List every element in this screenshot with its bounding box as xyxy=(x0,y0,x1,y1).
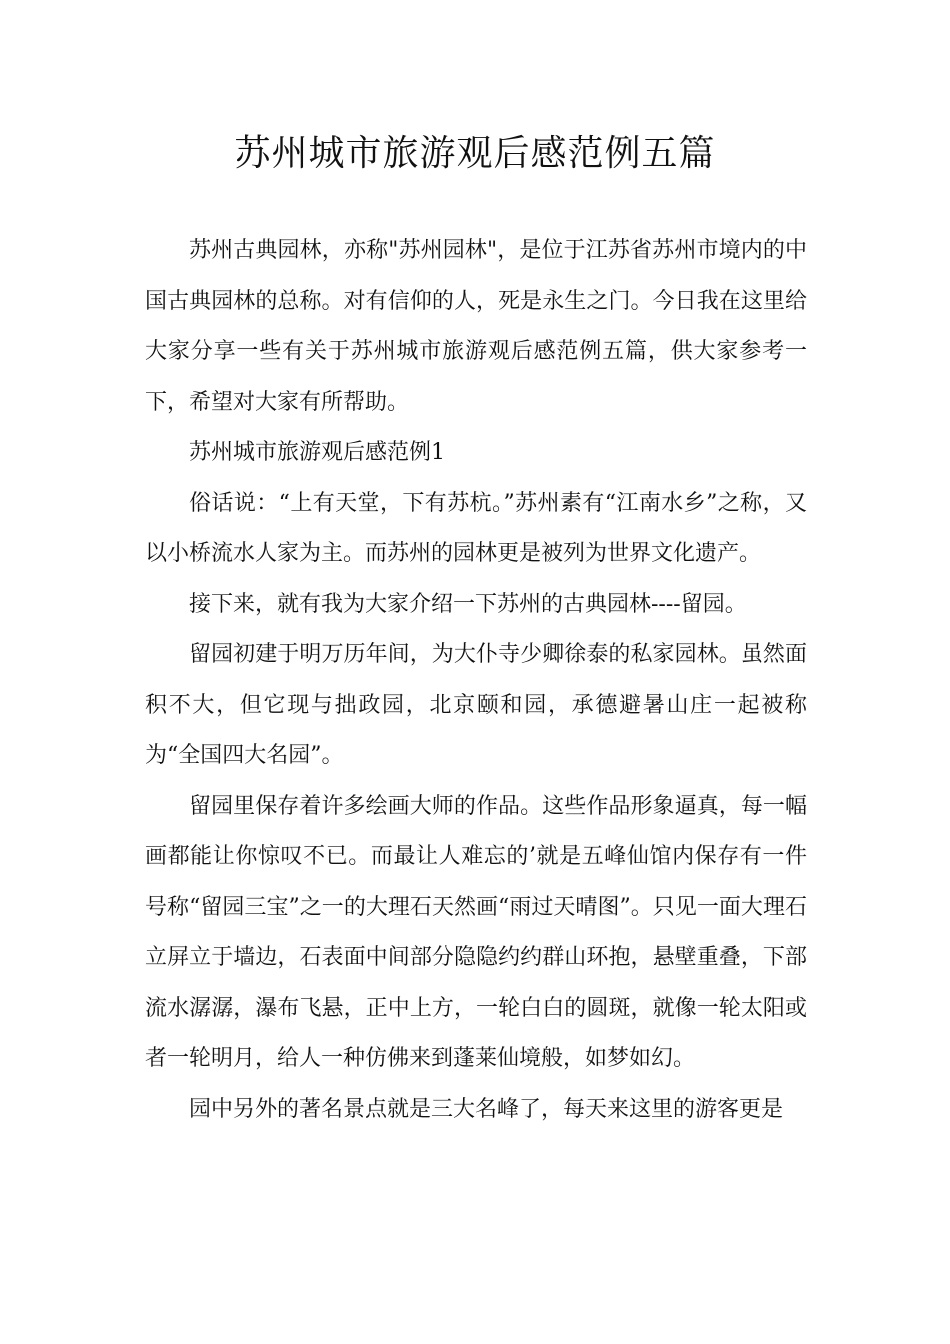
body-paragraph: 园中另外的著名景点就是三大名峰了，每天来这里的游客更是 xyxy=(189,1096,784,1122)
body-paragraph: 留园里保存着许多绘画大师的作品。这些作品形象逼真，每一幅画都能让你惊叹不已。而最让人难忘的’就是五峰仙馆内保存有一件号称“留园三宝”之一的大理石天然画“雨过天晴图”。只见一面大理石立屏立于墙边，石表面中间部分隐隐约约群山环抱，悬壁重叠，下部流水潺潺，瀑布飞悬，正中上方，一轮白白的圆斑，就像一轮太阳或者一轮明月，给人一种仿佛来到蓬莱仙境般，如梦如幻。 xyxy=(145,793,807,1071)
body-paragraph: 俗话说：“上有天堂，下有苏杭。”苏州素有“江南水乡”之称，又以小桥流水人家为主。而苏州的园林更是被列为世界文化遗产。 xyxy=(145,490,807,566)
body-paragraph: 接下来，就有我为大家介绍一下苏州的古典园林----留园。 xyxy=(189,591,747,617)
intro-paragraph: 苏州古典园林，亦称"苏州园林"，是位于江苏省苏州市境内的中国古典园林的总称。对有信仰的人，死是永生之门。今日我在这里给大家分享一些有关于苏州城市旅游观后感范例五篇，供大家参考一下，希望对大家有所帮助。 xyxy=(145,238,807,415)
document-body xyxy=(145,226,807,1135)
body-paragraph: 留园初建于明万历年间，为大仆寺少卿徐泰的私家园林。虽然面积不大，但它现与拙政园，北京颐和园，承德避暑山庄一起被称为“全国四大名园”。 xyxy=(145,642,807,768)
section-heading: 苏州城市旅游观后感范例1 xyxy=(189,440,445,465)
document-title: 苏州城市旅游观后感范例五篇 xyxy=(234,133,716,174)
